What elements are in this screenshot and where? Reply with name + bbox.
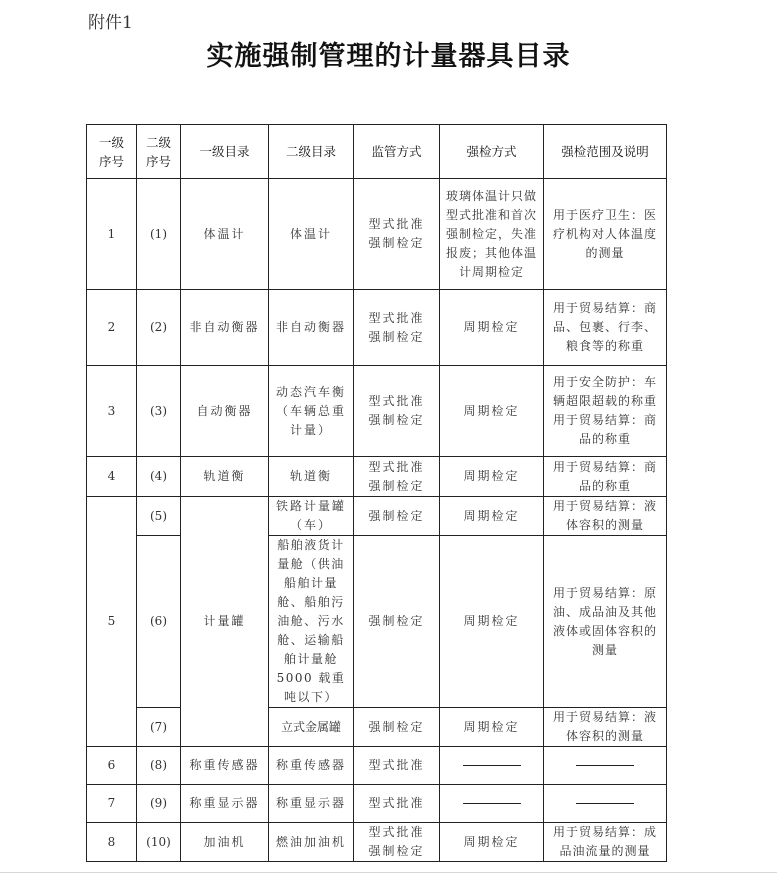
cell-no1: 4 [87,457,137,497]
cell-cat2: 铁路计量罐（车） [269,497,354,536]
cell-no2: (7) [137,708,181,747]
cell-inspection: 周期检定 [440,290,544,366]
table-row [87,366,667,457]
cell-cat2: 称重显示器 [269,785,354,823]
cell-no1: 2 [87,290,137,366]
cell-scope: 用于贸易结算：液体容积的测量 [544,497,667,536]
attachment-label: 附件1 [88,13,133,33]
page-title: 实施强制管理的计量器具目录 [206,41,571,72]
cell-no2: (8) [137,747,181,785]
cell-no1: 3 [87,366,137,457]
dash-line [463,765,521,766]
cell-supervision: 强制检定 [354,708,440,747]
cell-supervision: 型式批准 强制检定 [354,457,440,497]
cell-no1: 7 [87,785,137,823]
header-scope: 强检范围及说明 [544,125,667,179]
table-row [87,823,667,862]
cell-inspection [440,747,544,785]
cell-no1: 8 [87,823,137,862]
cell-scope: 用于贸易结算：成品油流量的测量 [544,823,667,862]
cell-cat1: 计量罐 [181,497,269,747]
cell-supervision: 型式批准 强制检定 [354,290,440,366]
cell-cat2: 动态汽车衡（车辆总重计量） [269,366,354,457]
cell-scope [544,747,667,785]
table-row [87,747,667,785]
table-row [87,536,667,708]
header-level1-cat: 一级目录 [181,125,269,179]
cell-inspection: 周期检定 [440,457,544,497]
cell-no2: (4) [137,457,181,497]
page-divider [0,872,777,873]
cell-cat2: 轨道衡 [269,457,354,497]
cell-supervision: 强制检定 [354,536,440,708]
header-level2-no: 二级 序号 [137,125,181,179]
cell-no2: (2) [137,290,181,366]
cell-inspection: 周期检定 [440,823,544,862]
cell-inspection [440,785,544,823]
cell-cat2: 体温计 [269,179,354,290]
cell-scope: 用于医疗卫生：医疗机构对人体温度的测量 [544,179,667,290]
dash-line [576,765,634,766]
table-row [87,457,667,497]
cell-cat2: 立式金属罐 [269,708,354,747]
cell-cat1: 加油机 [181,823,269,862]
catalog-table [86,124,667,862]
cell-cat2: 燃油加油机 [269,823,354,862]
cell-no2: (6) [137,536,181,708]
cell-scope [544,785,667,823]
cell-scope: 用于贸易结算：商品、包裹、行李、粮食等的称重 [544,290,667,366]
cell-inspection: 玻璃体温计只做型式批准和首次强制检定，失准报废；其他体温计周期检定 [440,179,544,290]
cell-scope: 用于安全防护：车辆超限超载的称重 用于贸易结算：商品的称重 [544,366,667,457]
cell-supervision: 强制检定 [354,497,440,536]
cell-no1: 6 [87,747,137,785]
cell-no2: (9) [137,785,181,823]
cell-cat1: 自动衡器 [181,366,269,457]
cell-cat2: 非自动衡器 [269,290,354,366]
cell-inspection: 周期检定 [440,366,544,457]
cell-scope: 用于贸易结算：商品的称重 [544,457,667,497]
table-row [87,785,667,823]
cell-supervision: 型式批准 [354,785,440,823]
cell-no2: (3) [137,366,181,457]
cell-scope: 用于贸易结算：原油、成品油及其他液体或固体容积的测量 [544,536,667,708]
dash-line [463,803,521,804]
table-row [87,497,667,536]
cell-cat1: 非自动衡器 [181,290,269,366]
cell-cat2: 称重传感器 [269,747,354,785]
cell-no2: (10) [137,823,181,862]
cell-inspection: 周期检定 [440,536,544,708]
cell-cat1: 体温计 [181,179,269,290]
cell-cat2: 船舶液货计量舱（供油船舶计量舱、船舶污油舱、污水舱、运输船舶计量舱5000 载重吨以下） [269,536,354,708]
cell-cat1: 称重显示器 [181,785,269,823]
cell-cat1: 轨道衡 [181,457,269,497]
cell-supervision: 型式批准 [354,747,440,785]
table-row [87,290,667,366]
header-inspection: 强检方式 [440,125,544,179]
cell-supervision: 型式批准 强制检定 [354,823,440,862]
header-supervision: 监管方式 [354,125,440,179]
cell-inspection: 周期检定 [440,497,544,536]
cell-supervision: 型式批准 强制检定 [354,366,440,457]
cell-cat1: 称重传感器 [181,747,269,785]
table-header-row [87,125,667,179]
cell-inspection: 周期检定 [440,708,544,747]
cell-scope: 用于贸易结算：液体容积的测量 [544,708,667,747]
table-row [87,179,667,290]
header-level1-no: 一级 序号 [87,125,137,179]
cell-no1: 1 [87,179,137,290]
header-level2-cat: 二级目录 [269,125,354,179]
dash-line [576,803,634,804]
cell-no2: (1) [137,179,181,290]
cell-no2: (5) [137,497,181,536]
table-row [87,708,667,747]
cell-no1: 5 [87,497,137,747]
cell-supervision: 型式批准 强制检定 [354,179,440,290]
